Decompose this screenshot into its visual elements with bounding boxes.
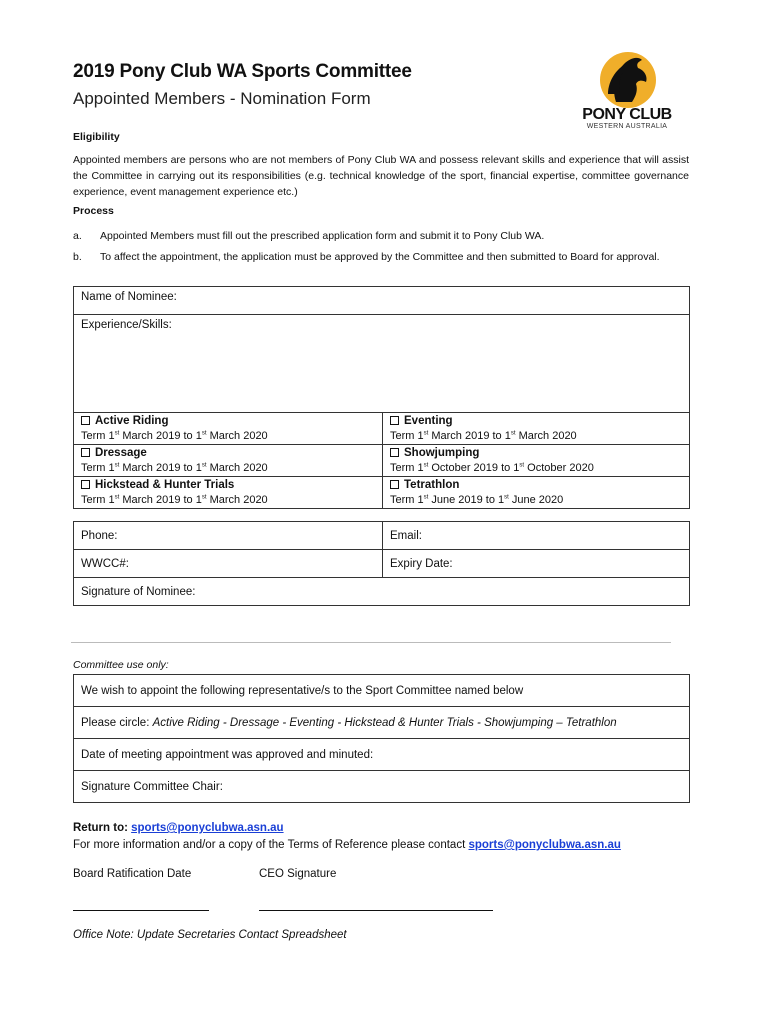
event-term-text: March 2019 to 1 (119, 462, 202, 474)
event-name-hickstead: Hickstead & Hunter Trials (95, 479, 235, 491)
event-name-dressage: Dressage (95, 447, 147, 459)
board-ratification-label: Board Ratification Date (73, 868, 192, 880)
page-title: 2019 Pony Club WA Sports Committee (73, 61, 412, 82)
event-term-sup: st (423, 430, 429, 437)
checkbox-eventing[interactable] (390, 416, 399, 425)
email-field[interactable] (383, 522, 690, 550)
ceo-signature-label: CEO Signature (259, 868, 337, 880)
committee-use-label: Committee use only: (73, 659, 169, 671)
office-note: Office Note: Update Secretaries Contact Spreadsheet (73, 929, 347, 941)
chair-signature-label: Signature Committee Chair: (81, 780, 223, 793)
event-term-text: Term 1 (390, 430, 424, 442)
event-term-text: Term 1 (390, 494, 424, 506)
committee-appoint-text: We wish to appoint the following representative/s to the Sport Committee named below (81, 684, 524, 697)
return-label: Return to: (73, 822, 128, 834)
section-divider (71, 642, 671, 643)
nominee-signature-field[interactable] (74, 578, 690, 606)
event-term-sup: st (423, 462, 429, 469)
process-marker-a: a. (73, 230, 82, 242)
nominee-name-field[interactable] (74, 287, 690, 315)
return-email-link[interactable]: sports@ponyclubwa.asn.au (131, 822, 284, 834)
event-name-eventing: Eventing (404, 415, 453, 427)
event-term-text: June 2019 to 1 (428, 494, 505, 506)
nominee-table (73, 286, 690, 509)
phone-label: Phone: (81, 529, 118, 542)
committee-circle-row[interactable] (74, 707, 690, 739)
event-cell-active-riding[interactable] (74, 413, 383, 445)
nominee-signature-label: Signature of Nominee: (81, 585, 196, 598)
experience-label: Experience/Skills: (81, 319, 172, 331)
checkbox-tetrathlon[interactable] (390, 480, 399, 489)
circle-prefix: Please circle: (81, 716, 153, 729)
board-ratification-line[interactable] (73, 910, 209, 911)
event-term-sup: st (201, 494, 207, 501)
event-name-tetrathlon: Tetrathlon (404, 479, 460, 491)
email-label: Email: (390, 529, 422, 542)
event-term-sup: st (201, 462, 207, 469)
meeting-date-label: Date of meeting appointment was approved and minuted: (81, 748, 374, 761)
event-term-text: Term 1 (81, 494, 115, 506)
event-name-showjumping: Showjumping (404, 447, 480, 459)
event-cell-hickstead[interactable] (74, 477, 383, 509)
event-cell-tetrathlon[interactable] (383, 477, 690, 509)
checkbox-showjumping[interactable] (390, 448, 399, 457)
process-text-b: To affect the appointment, the application must be approved by the Committee and then submitted to Board for approval. (100, 251, 660, 263)
event-term-text: Term 1 (81, 430, 115, 442)
event-term-sup: st (201, 430, 207, 437)
event-term-text: March 2020 (206, 494, 268, 506)
wwcc-label: WWCC#: (81, 557, 129, 570)
chair-signature-field[interactable] (74, 771, 690, 803)
event-cell-dressage[interactable] (74, 445, 383, 477)
checkbox-hickstead[interactable] (81, 480, 90, 489)
event-term-sup: st (423, 494, 429, 501)
more-info-text: For more information and/or a copy of the Terms of Reference please contact (73, 839, 469, 851)
circle-options[interactable]: Active Riding - Dressage - Eventing - Hickstead & Hunter Trials - Showjumping – Tetrathlon (152, 716, 617, 729)
event-term-text: March 2019 to 1 (428, 430, 511, 442)
event-term-sup: st (114, 430, 120, 437)
event-term-sup: st (519, 462, 525, 469)
expiry-date-label: Expiry Date: (390, 557, 453, 570)
event-term-text: June 2020 (508, 494, 564, 506)
eligibility-text: Appointed members are persons who are not members of Pony Club WA and possess relevant skills and experience that will assist the Committee in carrying out its responsibilities (e.g. technical knowledge of the sport, financial expertise, committee governance experience, event management experience etc.) (73, 154, 689, 198)
return-info (73, 820, 621, 854)
event-cell-eventing[interactable] (383, 413, 690, 445)
logo-text: PONY CLUB (582, 106, 672, 123)
event-term-text: March 2020 (206, 430, 268, 442)
expiry-date-field[interactable] (383, 550, 690, 578)
experience-field[interactable] (74, 315, 690, 413)
event-term-text: Term 1 (390, 462, 424, 474)
event-term-text: October 2020 (524, 462, 594, 474)
ceo-signature-line[interactable] (259, 910, 493, 911)
meeting-date-field[interactable] (74, 739, 690, 771)
process-heading: Process (73, 205, 114, 217)
event-name-active-riding: Active Riding (95, 415, 169, 427)
eligibility-heading: Eligibility (73, 131, 120, 143)
process-marker-b: b. (73, 251, 82, 263)
more-info-email-link[interactable]: sports@ponyclubwa.asn.au (468, 839, 621, 851)
page-subtitle: Appointed Members - Nomination Form (73, 89, 371, 108)
event-term-sup: st (504, 494, 509, 501)
event-cell-showjumping[interactable] (383, 445, 690, 477)
process-text-a: Appointed Members must fill out the prescribed application form and submit it to Pony Club WA. (100, 230, 545, 242)
event-term-text: Term 1 (81, 462, 115, 474)
event-term-text: March 2020 (206, 462, 268, 474)
logo-subtext: WESTERN AUSTRALIA (586, 123, 668, 130)
checkbox-dressage[interactable] (81, 448, 90, 457)
event-term-text: October 2019 to 1 (428, 462, 520, 474)
contact-table (73, 521, 690, 606)
phone-field[interactable] (74, 522, 383, 550)
event-term-sup: st (114, 462, 120, 469)
checkbox-active-riding[interactable] (81, 416, 90, 425)
event-term-text: March 2019 to 1 (119, 430, 202, 442)
event-term-text: March 2019 to 1 (119, 494, 202, 506)
event-term-sup: st (510, 430, 516, 437)
wwcc-field[interactable] (74, 550, 383, 578)
committee-appoint-row (74, 675, 690, 707)
event-term-sup: st (114, 494, 120, 501)
committee-table (73, 674, 690, 803)
nominee-name-label: Name of Nominee: (81, 291, 177, 303)
event-term-text: March 2020 (515, 430, 577, 442)
